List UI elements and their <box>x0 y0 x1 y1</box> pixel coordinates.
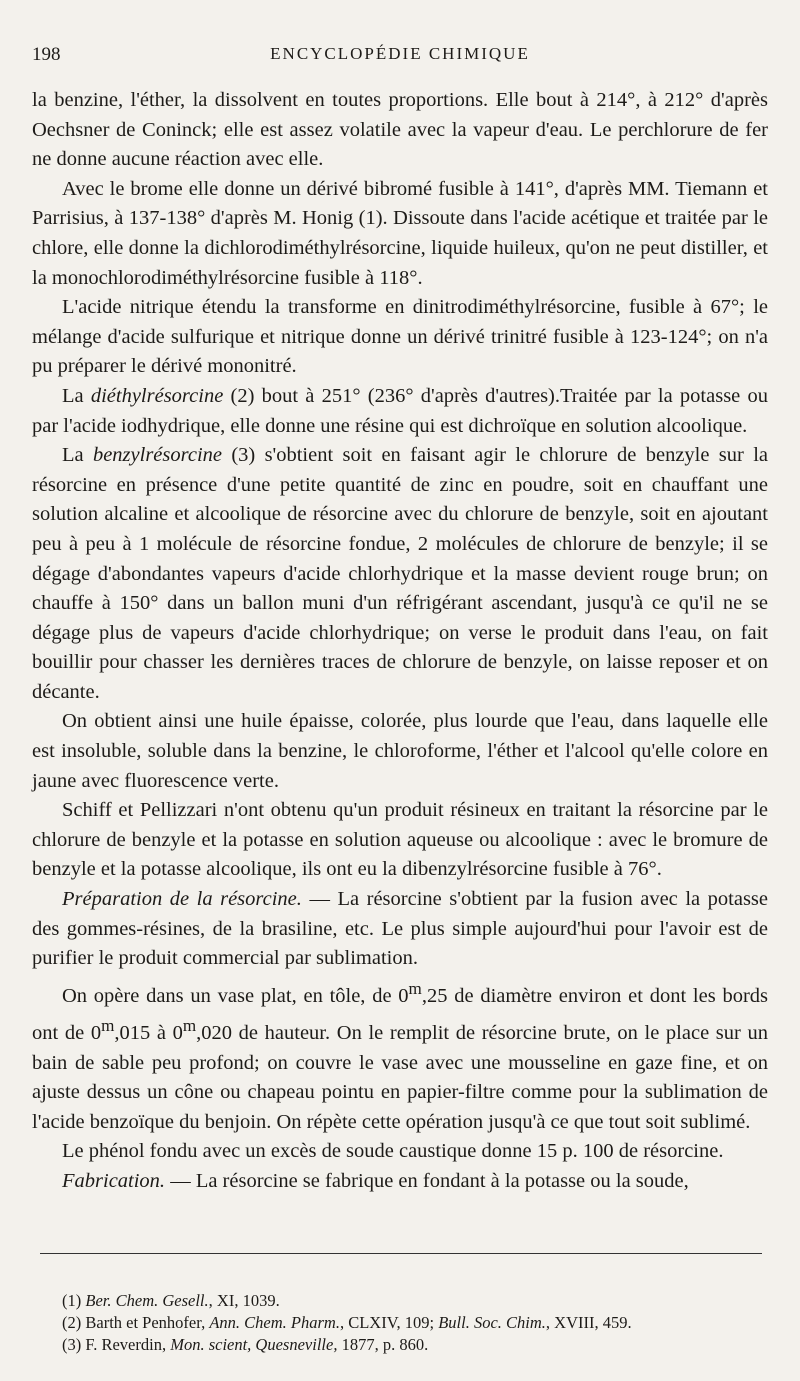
superscript-run: m <box>182 1016 197 1036</box>
superscript-run: m <box>101 1016 115 1036</box>
paragraph <box>32 1137 768 1167</box>
text-run: Le phénol fondu avec un excès de soude caustique donne 15 p. 100 de résorcine. <box>62 1140 724 1163</box>
text-run: ,020 de hauteur. On le remplit de résorcine brute, on le place sur un bain de sable peu profond; on couvre le vase avec une mousseline en gaze fine, et on ajuste dessus un cône ou chapeau pointu en papier-filtre comme pour la sublimation de l'acide benzoïque du benjoin. On répète cette opération jusqu'à ce que tout soit sublimé. <box>32 1022 768 1133</box>
italic-run: diéthylrésorcine <box>90 384 224 407</box>
italic-run: Préparation de la résorcine. <box>62 888 302 911</box>
paragraph <box>32 382 768 441</box>
text-run: Avec le brome elle donne un dérivé bibromé fusible à 141°, d'après MM. Tiemann et Parrisius, à 137-138° d'après M. Honig (1). Dissoute dans l'acide acétique et traitée par le chlore, elle donne la dichlorodiméthylrésorcine, liquide huileux, qu'on ne peut distiller, et la monochlorodiméthylrésorcine fusible à 118°. <box>32 177 768 289</box>
text-run: , CLXIV, 109; <box>339 1313 439 1332</box>
paragraph <box>32 1167 768 1197</box>
text-run: — La résorcine se fabrique en fondant à la potasse ou la soude, <box>165 1170 689 1193</box>
page-number: 198 <box>32 44 61 65</box>
text-run: la benzine, l'éther, la dissolvent en toutes proportions. Elle bout à 214°, à 212° d'après Oechsner de Coninck; elle est assez volatile avec la vapeur d'eau. Le perchlorure de fer ne donne aucune réaction avec elle. <box>32 89 768 171</box>
footnote-divider <box>40 1253 762 1254</box>
page-header <box>32 44 768 74</box>
text-run: ,015 à 0 <box>114 1022 183 1045</box>
text-run: , XI, 1039. <box>208 1291 280 1310</box>
body-text <box>32 86 768 1197</box>
text-run: (1) <box>62 1291 86 1310</box>
text-run: 1877, p. 860. <box>337 1335 429 1354</box>
paragraph <box>32 885 768 974</box>
text-run: La <box>62 384 91 407</box>
text-run: La <box>62 444 93 467</box>
text-run: On obtient ainsi une huile épaisse, colorée, plus lourde que l'eau, dans laquelle elle est insoluble, soluble dans la benzine, le chloroforme, l'éther et l'alcool qu'elle colore en jaune avec fluorescence verte. <box>32 710 768 792</box>
text-run: , XVIII, 459. <box>545 1313 632 1332</box>
paragraph <box>32 86 768 175</box>
paragraph <box>32 974 768 1138</box>
italic-run: Fabrication. <box>62 1170 166 1193</box>
paragraph <box>32 441 768 707</box>
text-run: (2) Barth et Penhofer, <box>62 1313 210 1332</box>
footnote <box>62 1312 782 1334</box>
running-head: ENCYCLOPÉDIE CHIMIQUE <box>270 44 530 63</box>
italic-run: Mon. scient, Quesneville, <box>170 1335 338 1354</box>
text-run: (2) bout à 251° (236° d'après d'autres).Traitée par la potasse ou par l'acide iodhydrique, elle donne une résine qui est dichroïque en solution alcoolique. <box>32 384 768 437</box>
italic-run: Bull. Soc. Chim. <box>438 1313 546 1332</box>
text-run: ,25 de diamètre environ et dont les bords ont de 0 <box>32 984 768 1045</box>
text-run: — La résorcine s'obtient par la fusion avec la potasse des gommes-résines, de la brasiline, etc. Le plus simple aujourd'hui pour l'avoir est de purifier le produit commercial par sublimation. <box>32 888 768 970</box>
footnote <box>62 1334 782 1356</box>
text-run: L'acide nitrique étendu la transforme en dinitrodiméthylrésorcine, fusible à 67°; le mélange d'acide sulfurique et nitrique donne un dérivé trinitré fusible à 123-124°; on n'a pu préparer le dérivé mononitré. <box>32 296 768 378</box>
footnote <box>62 1290 782 1312</box>
italic-run: benzylrésorcine <box>92 444 222 467</box>
paragraph <box>32 707 768 796</box>
italic-run: Ber. Chem. Gesell. <box>85 1291 209 1310</box>
italic-run: Ann. Chem. Pharm. <box>209 1313 340 1332</box>
footnotes <box>62 1290 782 1356</box>
text-run: (3) s'obtient soit en faisant agir le chlorure de benzyle sur la résorcine en présence d'une petite quantité de zinc en poudre, soit en chauffant une solution alcaline et alcoolique de résorcine avec du chlorure de benzyle, soit en ajoutant peu à peu à 1 molécule de résorcine fondue, 2 molécules de chlorure de benzyle; il se dégage d'abondantes vapeurs d'acide chlorhydrique et la masse devient rouge brun; on chauffe à 150° dans un ballon muni d'un réfrigérant ascendant, jusqu'à ce qu'il ne se dégage plus de vapeurs d'acide chlorhydrique; on verse le produit dans l'eau, on fait bouillir pour chasser les dernières traces de chlorure de benzyle, on laisse reposer et on décante. <box>32 444 768 703</box>
paragraph <box>32 293 768 382</box>
text-run: On opère dans un vase plat, en tôle, de 0 <box>62 984 409 1007</box>
paragraph <box>32 796 768 885</box>
superscript-run: m <box>408 978 422 998</box>
text-run: (3) F. Reverdin, <box>62 1335 171 1354</box>
text-run: Schiff et Pellizzari n'ont obtenu qu'un produit résineux en traitant la résorcine par le chlorure de benzyle et la potasse en solution aqueuse ou alcoolique : avec le bromure de benzyle et la potasse alcoolique, ils ont eu la dibenzylrésorcine fusible à 76°. <box>32 799 768 881</box>
paragraph <box>32 175 768 293</box>
